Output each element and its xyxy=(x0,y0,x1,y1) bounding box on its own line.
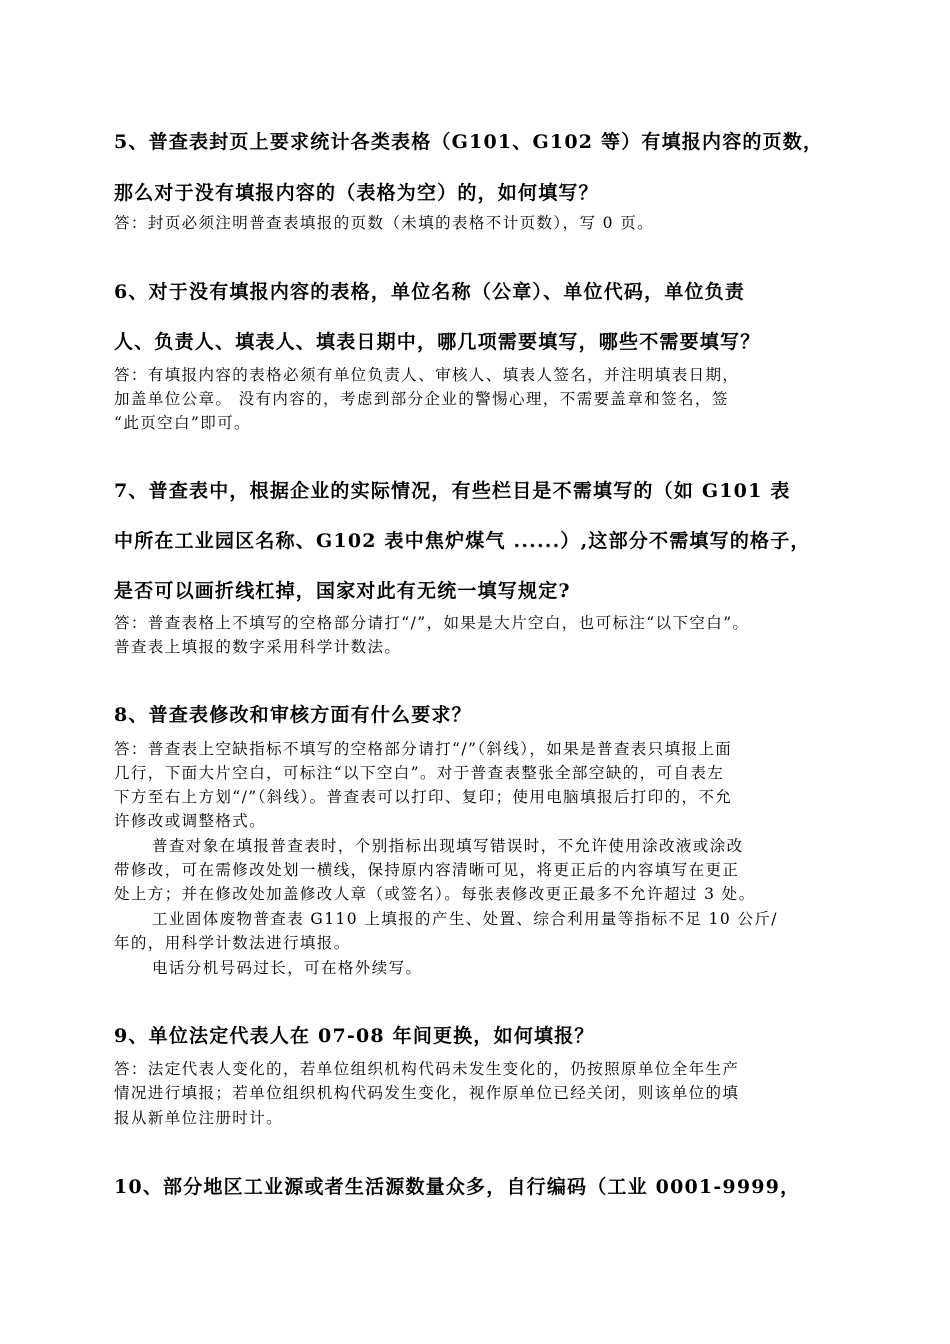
answer-8-line-2: 几行，下面大片空白，可标注“以下空白”。对于普查表整张全部空缺的，可自表左 xyxy=(114,764,725,782)
answer-8-line-4: 许修改或调整格式。 xyxy=(114,812,267,830)
answer-8-para2-line-2: 带修改，可在需修改处划一横线，保持原内容清晰可见，将更正后的内容填写在更正 xyxy=(114,861,740,879)
answer-6-line-2: 加盖单位公章。 没有内容的，考虑到部分企业的警惕心理，不需要盖章和签名，签 xyxy=(114,390,729,408)
answer-8-para3-line-2: 年的，用科学计数法进行填报。 xyxy=(114,934,351,952)
answer-8-para3-line-1: 工业固体废物普查表 G110 上填报的产生、处置、综合利用量等指标不足 10 公斤/ xyxy=(152,910,778,928)
answer-8-line-3: 下方至右上方划“/”（斜线）。普查表可以打印、复印；使用电脑填报后打印的，不允 xyxy=(114,788,733,806)
answer-8-line-1: 答：普查表上空缺指标不填写的空格部分请打“/”（斜线），如果是普查表只填报上面 xyxy=(114,740,733,758)
answer-7-line-2: 普查表上填报的数字采用科学计数法。 xyxy=(114,638,402,656)
question-9-line-1: 9、单位法定代表人在 07-08 年间更换，如何填报？ xyxy=(114,1025,595,1047)
question-10-line-1: 10、部分地区工业源或者生活源数量众多，自行编码（工业 0001-9999， xyxy=(114,1176,801,1198)
answer-6-line-1: 答：有填报内容的表格必须有单位负责人、审核人、填表人签名，并注明填表日期， xyxy=(114,366,740,384)
answer-8-para2-line-3: 处上方；并在修改处加盖修改人章（或签名）。每张表修改更正最多不允许超过 3 处。 xyxy=(114,885,756,903)
question-7-line-2: 中所在工业园区名称、G102 表中焦炉煤气 ......）,这部分不需填写的格子， xyxy=(114,530,811,552)
answer-8-para2-line-1: 普查对象在填报普查表时，个别指标出现填写错误时，不允许使用涂改液或涂改 xyxy=(152,837,744,855)
question-6-line-2: 人、负责人、填表人、填表日期中，哪几项需要填写，哪些不需要填写？ xyxy=(114,331,761,353)
answer-9-line-2: 情况进行填报；若单位组织机构代码发生变化，视作原单位已经关闭，则该单位的填 xyxy=(114,1084,740,1102)
answer-6-line-3: “此页空白”即可。 xyxy=(114,414,251,432)
question-7-line-3: 是否可以画折线杠掉，国家对此有无统一填写规定? xyxy=(114,580,571,602)
question-6-line-1: 6、对于没有填报内容的表格，单位名称（公章）、单位代码，单位负责 xyxy=(114,281,746,303)
question-8-line-1: 8、普查表修改和审核方面有什么要求？ xyxy=(114,704,472,726)
answer-8-para4-line-1: 电话分机号码过长，可在格外续写。 xyxy=(152,959,423,977)
question-7-line-1: 7、普查表中，根据企业的实际情况，有些栏目是不需填写的（如 G101 表 xyxy=(114,480,791,502)
question-5-line-1: 5、普查表封页上要求统计各类表格（G101、G102 等）有填报内容的页数， xyxy=(114,131,824,153)
question-5-line-2: 那么对于没有填报内容的（表格为空）的，如何填写？ xyxy=(114,182,599,204)
answer-7-line-1: 答：普查表格上不填写的空格部分请打“/”，如果是大片空白，也可标注“以下空白”。 xyxy=(114,614,750,632)
answer-5-line-1: 答：封页必须注明普查表填报的页数（未填的表格不计页数），写 0 页。 xyxy=(114,214,655,232)
answer-9-line-1: 答：法定代表人变化的，若单位组织机构代码未发生变化的，仍按照原单位全年生产 xyxy=(114,1060,740,1078)
answer-9-line-3: 报从新单位注册时计。 xyxy=(114,1109,284,1127)
